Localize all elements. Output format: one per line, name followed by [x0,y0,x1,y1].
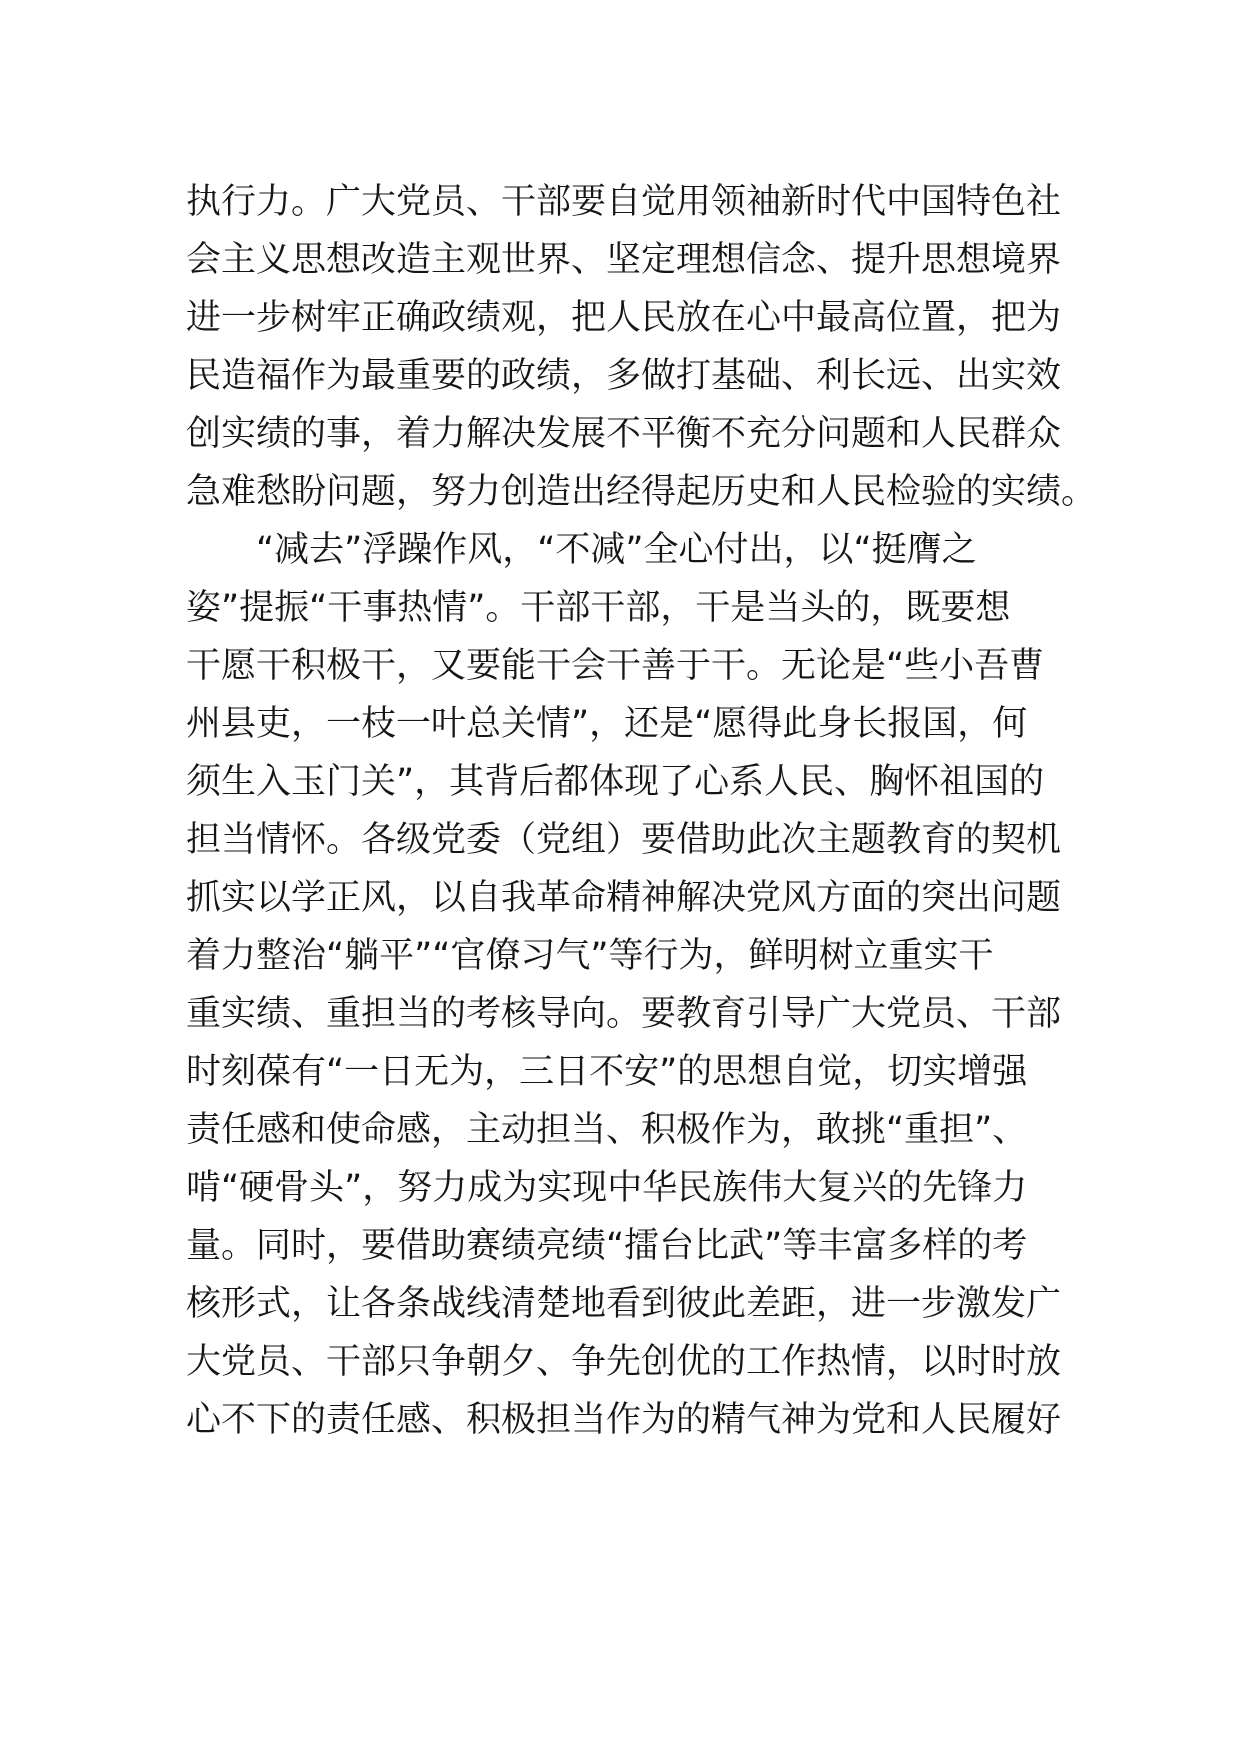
text-line: 须生入玉门关”，其背后都体现了心系人民、胸怀祖国的 [186,762,1045,802]
text-line: 着力整治“躺平”“官僚习气”等行为，鲜明树立重实干 [186,936,994,976]
paragraph-first-line: “减去”浮躁作风，“不减”全心付出，以“挺膺之 [256,530,977,570]
text-line: 进一步树牢正确政绩观，把人民放在心中最高位置，把为 [186,298,1062,338]
text-line: 啃“硬骨头”，努力成为实现中华民族伟大复兴的先锋力 [186,1168,1028,1208]
text-line: 急难愁盼问题，努力创造出经得起历史和人民检验的实绩。 [186,472,1097,512]
text-line: 心不下的责任感、积极担当作为的精气神为党和人民履好 [186,1400,1062,1440]
text-line: 担当情怀。各级党委（党组）要借助此次主题教育的契机 [186,820,1062,860]
text-line: 干愿干积极干，又要能干会干善于干。无论是“些小吾曹 [186,646,1045,686]
text-line: 会主义思想改造主观世界、坚定理想信念、提升思想境界 [186,240,1062,280]
text-line: 量。同时，要借助赛绩亮绩“擂台比武”等丰富多样的考 [186,1226,1028,1266]
text-line: 大党员、干部只争朝夕、争先创优的工作热情，以时时放 [186,1342,1062,1382]
text-line: 责任感和使命感，主动担当、积极作为，敢挑“重担”、 [186,1110,1028,1150]
text-line: 执行力。广大党员、干部要自觉用领袖新时代中国特色社 [186,182,1062,222]
text-line: 民造福作为最重要的政绩，多做打基础、利长远、出实效 [186,356,1062,396]
text-line: 时刻葆有“一日无为，三日不安”的思想自觉，切实增强 [186,1052,1028,1092]
text-line: 州县吏，一枝一叶总关情”，还是“愿得此身长报国，何 [186,704,1028,744]
text-line: 抓实以学正风，以自我革命精神解决党风方面的突出问题 [186,878,1062,918]
text-line: 核形式，让各条战线清楚地看到彼此差距，进一步激发广 [186,1284,1062,1324]
text-line: 姿”提振“干事热情”。干部干部，干是当头的，既要想 [186,588,1011,628]
text-line: 创实绩的事，着力解决发展不平衡不充分问题和人民群众 [186,414,1062,454]
text-line: 重实绩、重担当的考核导向。要教育引导广大党员、干部 [186,994,1062,1034]
